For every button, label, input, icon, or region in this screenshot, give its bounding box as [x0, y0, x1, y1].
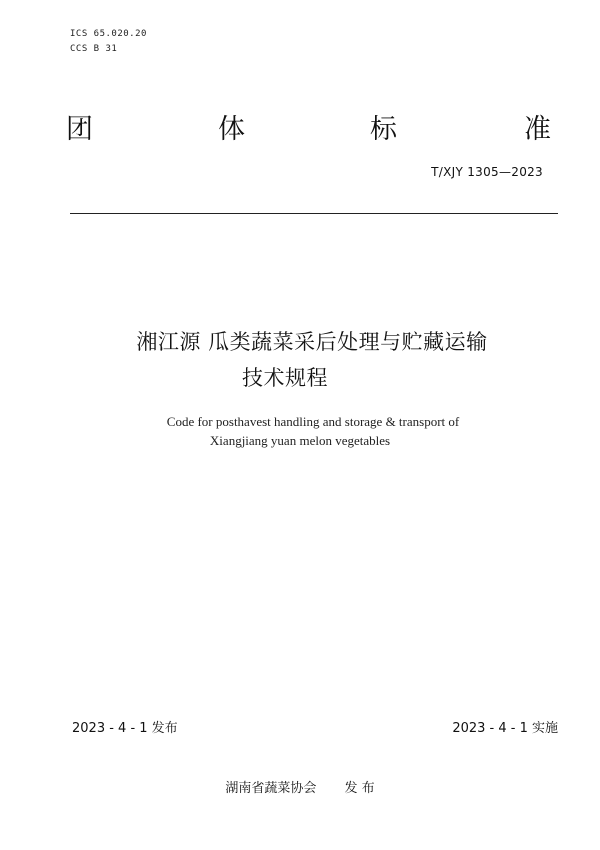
publisher-name: 湖南省蔬菜协会	[225, 781, 317, 796]
ics-code: ICS 65.020.20	[70, 29, 147, 39]
english-title-line-1: Code for posthavest handling and storage & transport of	[166, 414, 460, 429]
standard-type-char: 团	[66, 114, 93, 145]
publisher-action: 发 布	[344, 781, 375, 796]
standard-type-char: 体	[218, 114, 245, 145]
standard-type-char: 准	[524, 114, 551, 145]
standard-type-char: 标	[370, 114, 397, 145]
header-divider	[70, 213, 558, 214]
chinese-title-line-1: 湘江源 瓜类蔬菜采后处理与贮藏运输	[136, 330, 488, 354]
standard-number: T/XJY 1305—2023	[431, 165, 543, 179]
publisher	[0, 777, 600, 796]
chinese-title-line-2: 技术规程	[242, 366, 328, 390]
issue-date: 2023 - 4 - 1 发布	[72, 721, 178, 736]
implementation-date: 2023 - 4 - 1 实施	[452, 721, 558, 736]
ccs-code: CCS B 31	[70, 44, 118, 54]
english-title-line-2: Xiangjiang yuan melon vegetables	[209, 433, 391, 448]
